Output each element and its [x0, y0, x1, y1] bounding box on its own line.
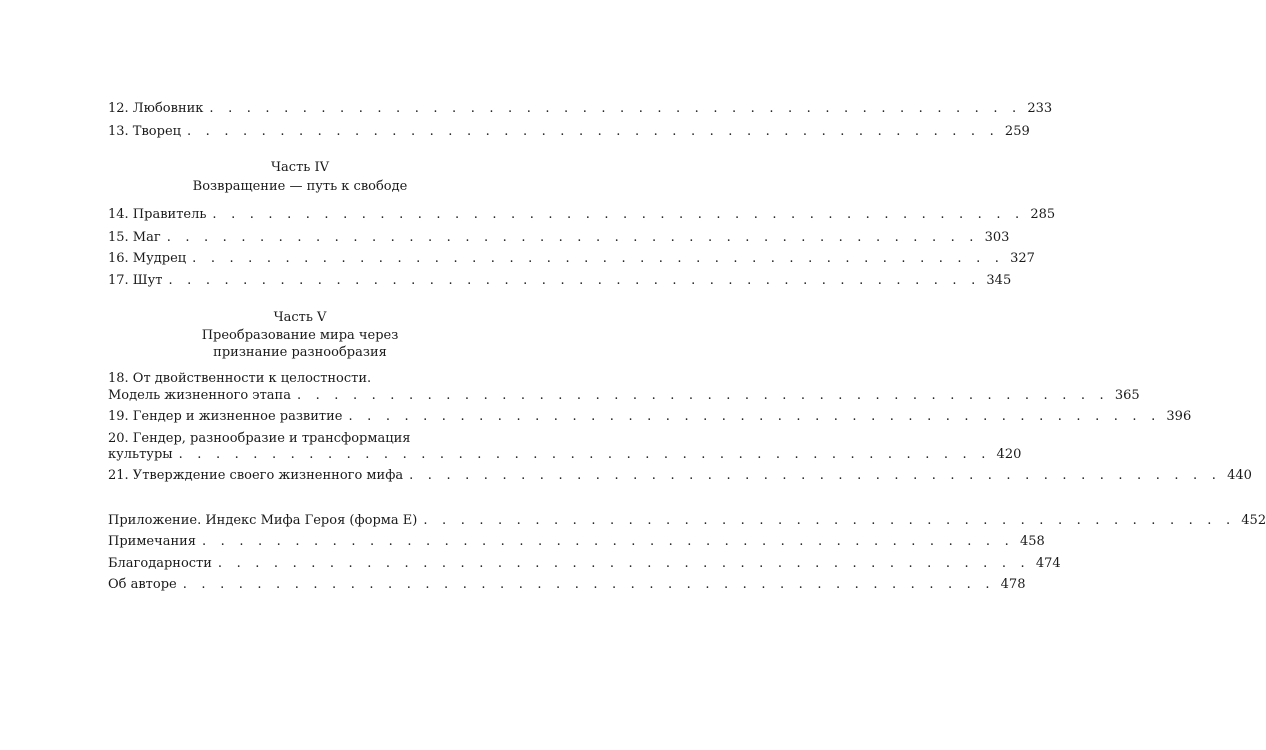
toc-entry-myth — [108, 468, 1252, 484]
dot-leader: . . . . . . . . . . . . . . . . . . . . . . . . . . . . . . . . . . . . . . . . . . . . — [202, 534, 1014, 549]
part-subtitle: Возвращение — путь к свободе — [192, 179, 408, 194]
toc-entry-fool — [108, 273, 1012, 289]
entry-page: 233 — [1027, 101, 1053, 116]
entry-title: Благодарности — [108, 556, 212, 571]
entry-title: 21. Утверждение своего жизненного мифа — [108, 468, 404, 483]
entry-page: 396 — [1166, 409, 1192, 424]
dot-leader: . . . . . . . . . . . . . . . . . . . . . . . . . . . . . . . . . . . . . . . . . . . . — [409, 468, 1222, 483]
part-label: Часть V — [273, 310, 327, 325]
entry-title: культуры — [108, 447, 173, 462]
entry-title: Об авторе — [108, 577, 177, 592]
toc-entry-creator — [108, 124, 1030, 140]
dot-leader: . . . . . . . . . . . . . . . . . . . . . . . . . . . . . . . . . . . . . . . . . . . . — [296, 388, 1109, 403]
toc-entry-culture — [108, 447, 1022, 463]
entry-page: 458 — [1019, 534, 1045, 549]
entry-page: 327 — [1010, 251, 1035, 266]
entry-title: Приложение. Индекс Мифа Героя (форма E) — [108, 513, 418, 528]
part-subtitle-line2: признание разнообразия — [213, 345, 387, 360]
entry-page: 285 — [1030, 207, 1056, 222]
entry-title-line1: 18. От двойственности к целостности. — [108, 371, 372, 386]
dot-leader: . . . . . . . . . . . . . . . . . . . . . . . . . . . . . . . . . . . . . . . . . . . . — [187, 124, 999, 139]
toc-entry-ruler — [108, 207, 1056, 223]
dot-leader: . . . . . . . . . . . . . . . . . . . . . . . . . . . . . . . . . . . . . . . . . . . . — [423, 513, 1236, 528]
entry-title: 13. Творец — [108, 124, 181, 139]
toc-entry-notes — [108, 534, 1045, 550]
entry-page: 452 — [1241, 513, 1266, 528]
entry-title: 16. Мудрец — [108, 251, 187, 266]
entry-title: 19. Гендер и жизненное развитие — [108, 409, 343, 424]
entry-title: Модель жизненного этапа — [108, 388, 291, 403]
dot-leader: . . . . . . . . . . . . . . . . . . . . . . . . . . . . . . . . . . . . . . . . . . . . — [178, 447, 991, 462]
entry-page: 474 — [1035, 556, 1061, 571]
entry-page: 345 — [986, 273, 1012, 288]
entry-title: 15. Маг — [108, 230, 161, 245]
dot-leader: . . . . . . . . . . . . . . . . . . . . . . . . . . . . . . . . . . . . . . . . . . . . — [182, 577, 995, 592]
dot-leader: . . . . . . . . . . . . . . . . . . . . . . . . . . . . . . . . . . . . . . . . . . . . — [166, 230, 979, 245]
entry-page: 440 — [1227, 468, 1252, 483]
entry-page: 259 — [1004, 124, 1030, 139]
dot-leader: . . . . . . . . . . . . . . . . . . . . . . . . . . . . . . . . . . . . . . . . . . . . — [212, 207, 1025, 222]
toc-entry-sage — [108, 251, 1035, 267]
entry-page: 365 — [1114, 388, 1140, 403]
toc-entry-lover — [108, 101, 1053, 117]
toc-entry-magician — [108, 230, 1010, 246]
dot-leader: . . . . . . . . . . . . . . . . . . . . . . . . . . . . . . . . . . . . . . . . . . . . — [217, 556, 1030, 571]
toc-entry-appendix — [108, 513, 1266, 529]
entry-title: Примечания — [108, 534, 197, 549]
toc-entry-about-author — [108, 577, 1026, 593]
dot-leader: . . . . . . . . . . . . . . . . . . . . . . . . . . . . . . . . . . . . . . . . . . . . — [168, 273, 981, 288]
part-label: Часть IV — [270, 160, 329, 175]
entry-page: 303 — [984, 230, 1010, 245]
entry-page: 478 — [1000, 577, 1026, 592]
dot-leader: . . . . . . . . . . . . . . . . . . . . . . . . . . . . . . . . . . . . . . . . . . . . — [192, 251, 1005, 266]
toc-entry-acknowledgements — [108, 556, 1061, 572]
entry-title-line1: 20. Гендер, разнообразие и трансформация — [108, 431, 411, 446]
dot-leader: . . . . . . . . . . . . . . . . . . . . . . . . . . . . . . . . . . . . . . . . . . . . — [348, 409, 1161, 424]
dot-leader: . . . . . . . . . . . . . . . . . . . . . . . . . . . . . . . . . . . . . . . . . . . . — [209, 101, 1022, 116]
entry-title: 17. Шут — [108, 273, 163, 288]
entry-page: 420 — [996, 447, 1022, 462]
entry-title: 12. Любовник — [108, 101, 204, 116]
toc-entry-duality — [108, 388, 1140, 404]
part-subtitle-line1: Преобразование мира через — [201, 328, 399, 343]
entry-title: 14. Правитель — [108, 207, 207, 222]
toc-entry-gender — [108, 409, 1192, 425]
